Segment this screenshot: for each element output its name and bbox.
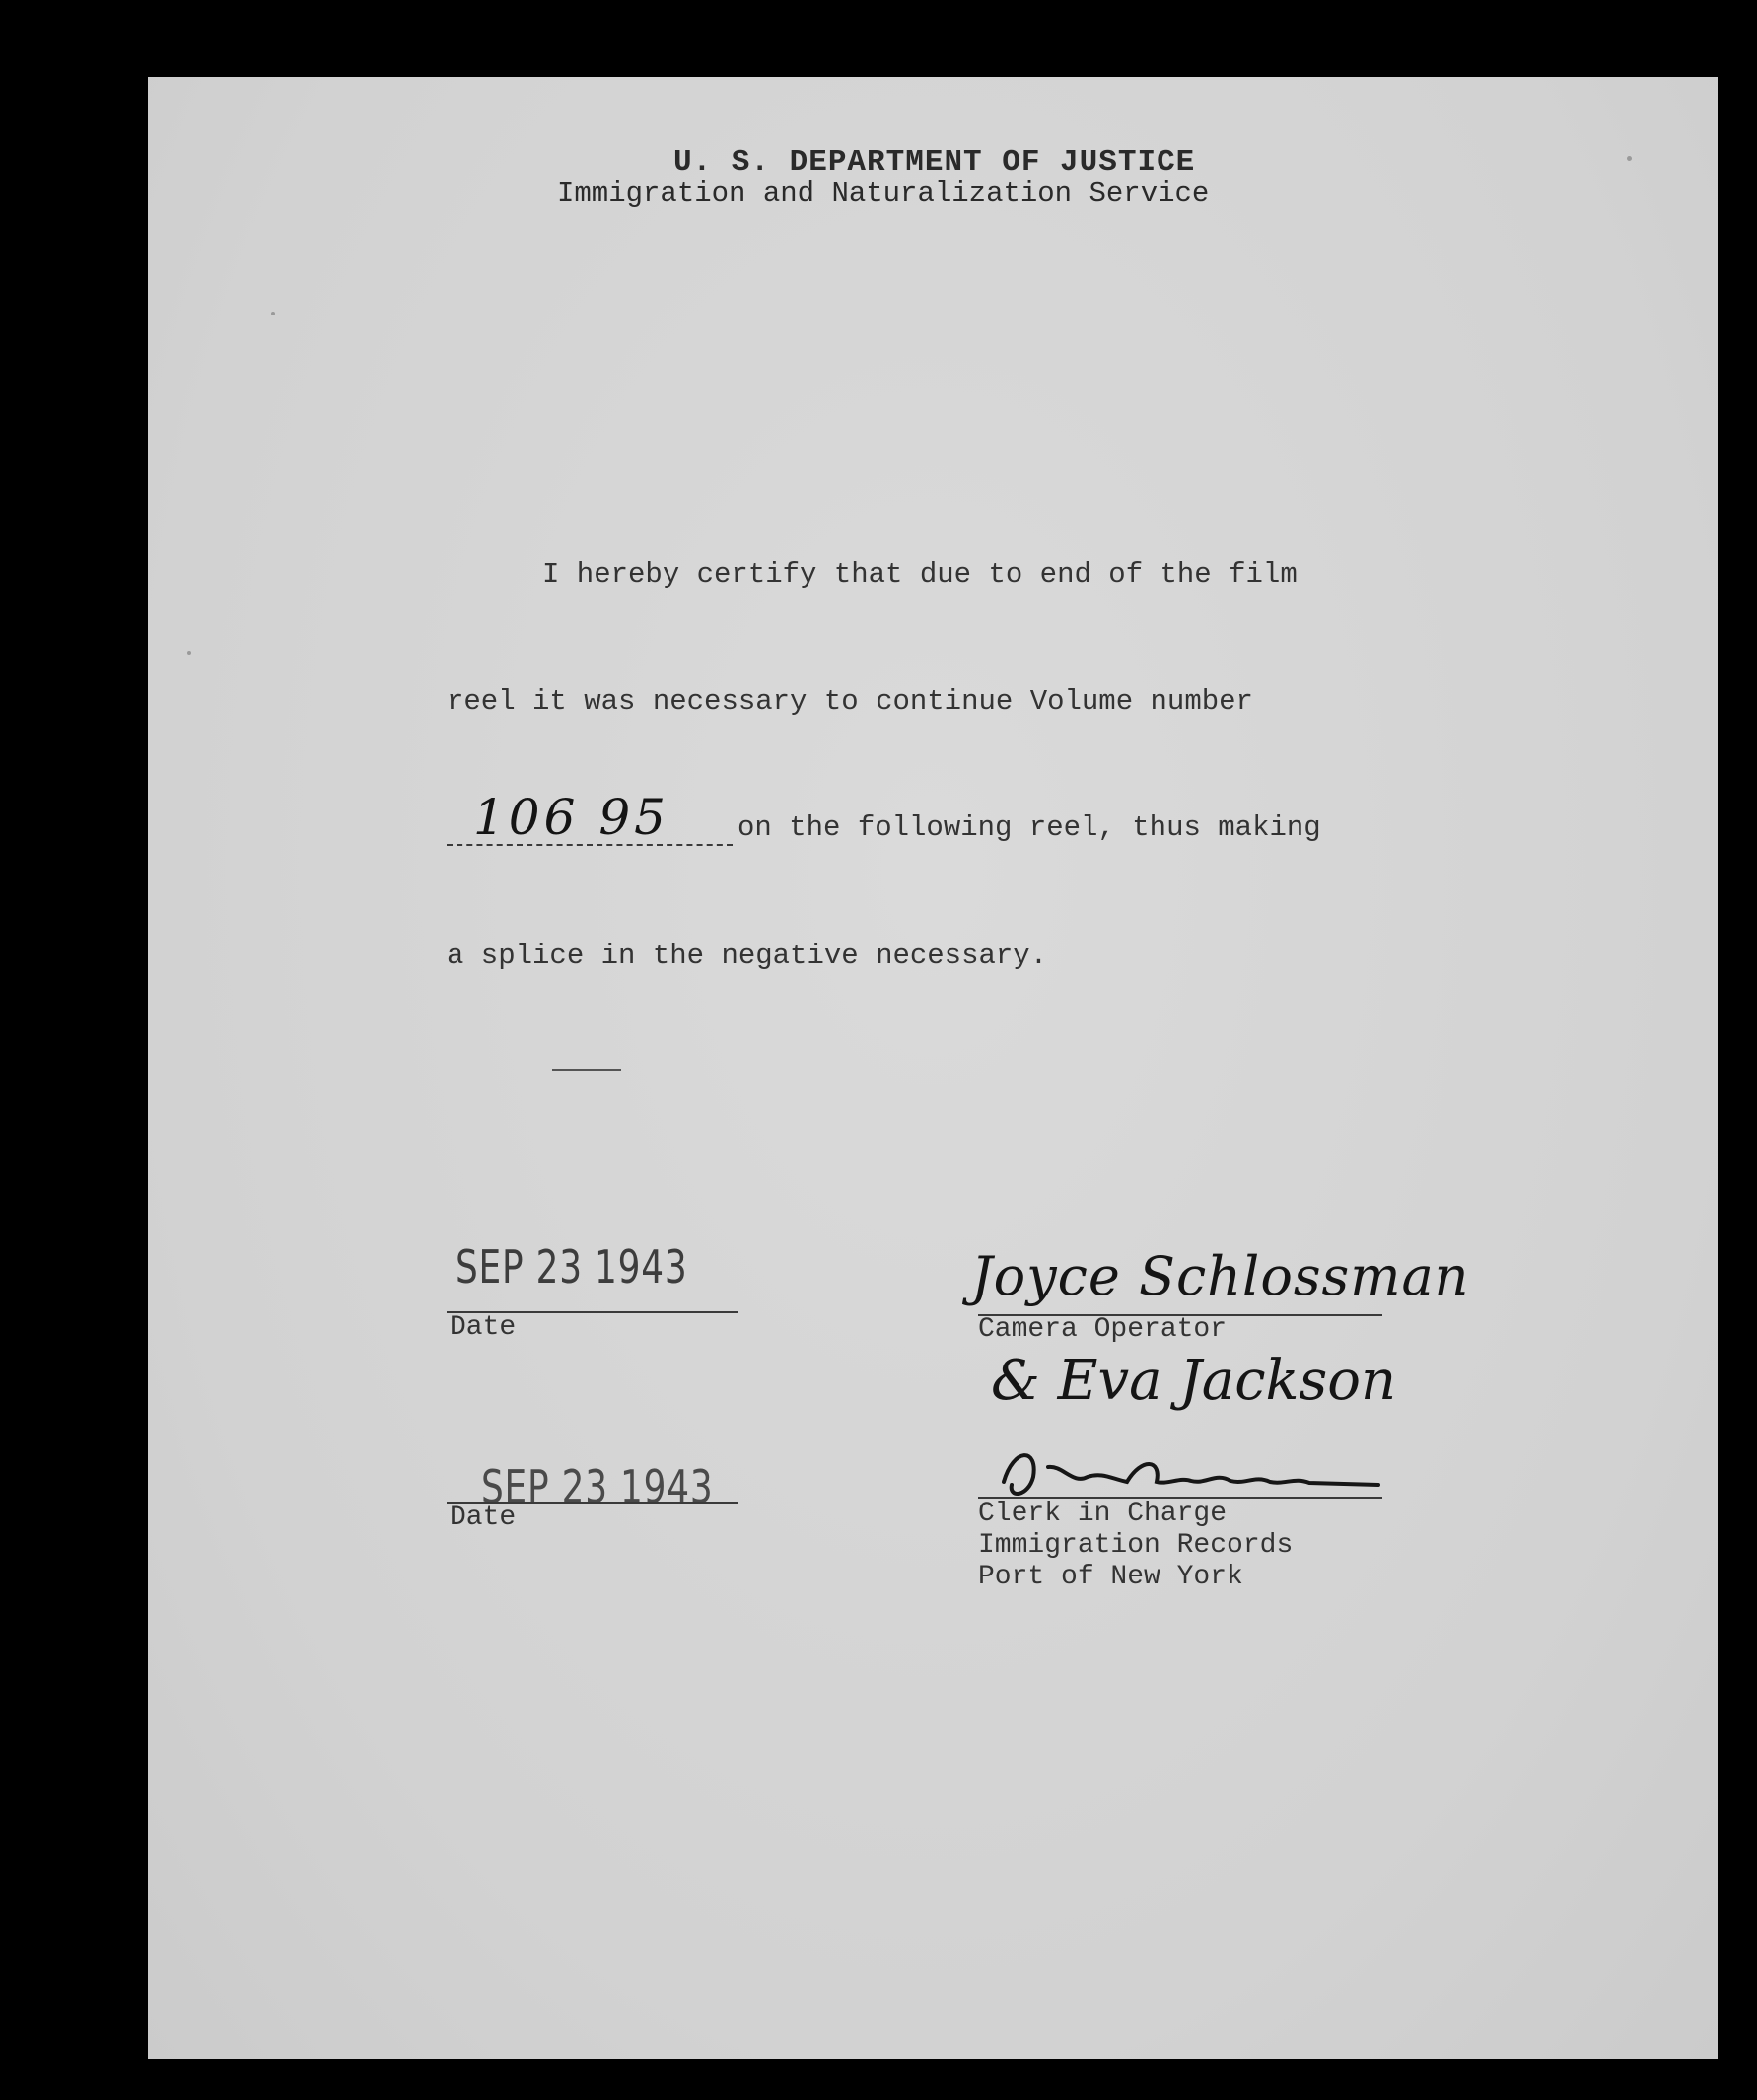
stray-mark: [552, 1069, 621, 1071]
certification-line-3: on the following reel, thus making: [738, 811, 1321, 844]
film-speck: [271, 312, 275, 315]
certification-line-2: reel it was necessary to continue Volume number: [447, 685, 1253, 718]
date-stamp-1: SEP 23 1943: [456, 1240, 688, 1294]
certification-line-4: a splice in the negative necessary.: [447, 940, 1048, 972]
volume-number-handwritten: 106 95: [473, 789, 669, 846]
clerk-title-3: Port of New York: [978, 1562, 1243, 1592]
operator-signature: Joyce Schlossman: [971, 1245, 1470, 1307]
date-1-label: Date: [450, 1312, 517, 1343]
clerk-title-1: Clerk in Charge: [978, 1499, 1228, 1529]
document-page: [148, 77, 1718, 2059]
clerk-title-2: Immigration Records: [978, 1530, 1294, 1561]
certification-line-1: I hereby certify that due to end of the film: [542, 558, 1298, 591]
film-speck: [187, 651, 191, 655]
film-speck: [1627, 156, 1632, 161]
date-stamp-2: SEP 23 1943: [481, 1460, 714, 1513]
second-signature: & Eva Jackson: [991, 1349, 1397, 1413]
department-heading: U. S. DEPARTMENT OF JUSTICE: [673, 145, 1196, 179]
volume-number-underline: [447, 844, 733, 846]
date-2-label: Date: [450, 1503, 517, 1533]
service-subheading: Immigration and Naturalization Service: [557, 177, 1210, 210]
operator-label: Camera Operator: [978, 1314, 1228, 1345]
